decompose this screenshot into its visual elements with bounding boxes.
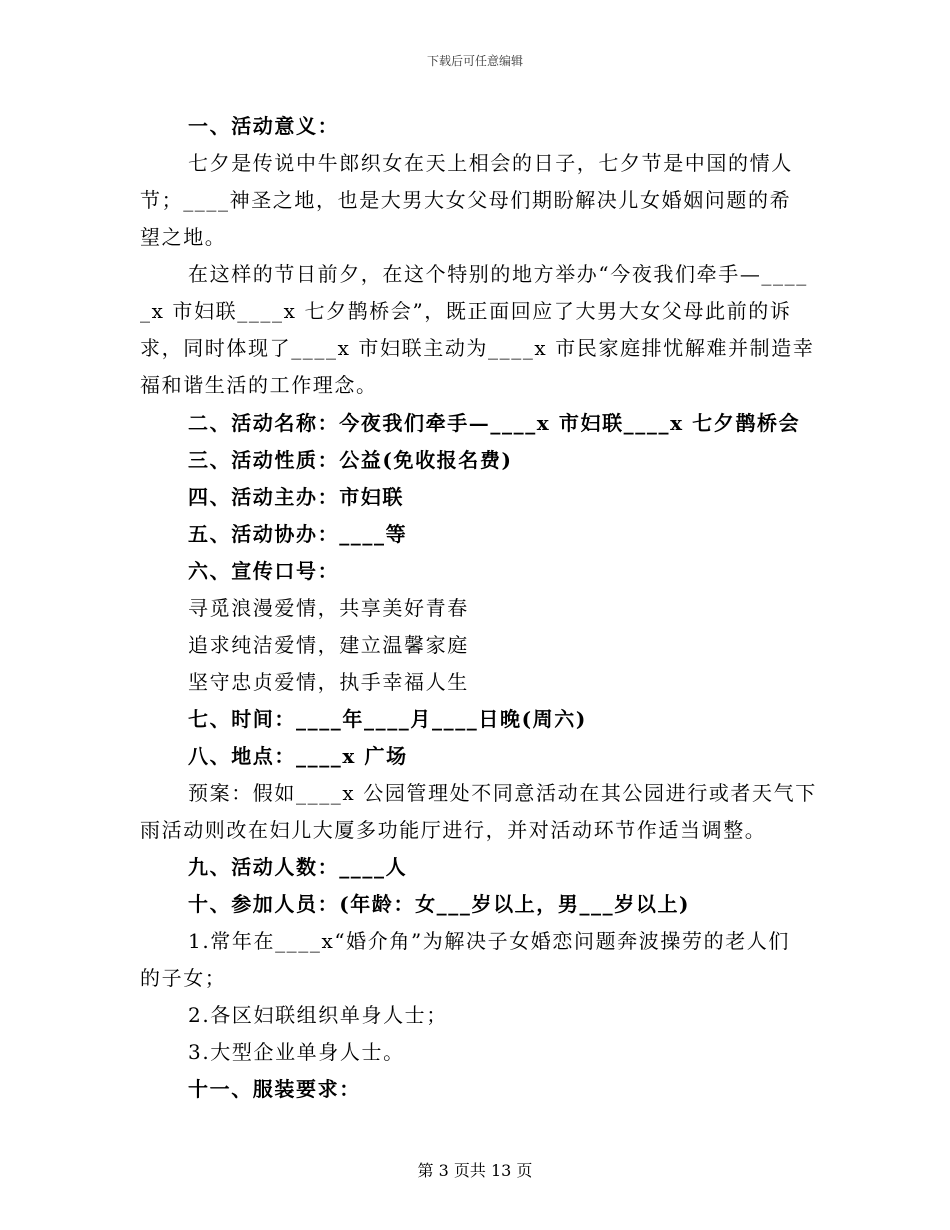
paragraph-line: 福和谐生活的工作理念。	[140, 373, 378, 397]
paragraph-line: 求，同时体现了____x 市妇联主动为____x 市民家庭排忧解难并制造幸	[140, 336, 815, 360]
paragraph-line: 节；____神圣之地，也是大男大女父母们期盼解决儿女婚姻问题的希	[140, 188, 792, 212]
paragraph-line: 在这样的节日前夕，在这个特别的地方举办“今夜我们牵手—____	[188, 262, 808, 286]
paragraph-line: 2.各区妇联组织单身人士；	[188, 1003, 448, 1027]
paragraph-line: 3.大型企业单身人士。	[188, 1040, 405, 1064]
page-header: 下载后可任意编辑	[426, 54, 523, 68]
paragraph-line: 望之地。	[140, 225, 227, 249]
section-heading: 六、宣传口号：	[188, 559, 340, 583]
section-heading: 五、活动协办：____等	[188, 522, 408, 546]
paragraph-line: 七夕是传说中牛郎织女在天上相会的日子，七夕节是中国的情人	[188, 151, 793, 175]
paragraph-line: 的子女；	[140, 966, 227, 990]
page-footer: 第 3 页共 13 页	[417, 1161, 533, 1180]
section-heading: 一、活动意义：	[188, 114, 340, 138]
section-heading: 八、地点：____x 广场	[188, 744, 408, 768]
section-heading: 三、活动性质：公益(免收报名费)	[188, 448, 513, 472]
paragraph-line: 追求纯洁爱情，建立温馨家庭	[188, 633, 469, 657]
paragraph-line: 寻觅浪漫爱情，共享美好青春	[188, 596, 469, 620]
paragraph-line: 雨活动则改在妇儿大厦多功能厅进行，并对活动环节作适当调整。	[140, 818, 767, 842]
paragraph-line: 1.常年在____x“婚介角”为解决子女婚恋问题奔波操劳的老人们	[188, 929, 791, 953]
paragraph-line: 预案：假如____x 公园管理处不同意活动在其公园进行或者天气下	[188, 781, 817, 805]
section-heading: 十、参加人员：(年龄：女___岁以上，男___岁以上)	[188, 892, 691, 916]
section-heading: 九、活动人数：____人	[188, 855, 408, 879]
section-heading: 二、活动名称：今夜我们牵手—____x 市妇联____x 七夕鹊桥会	[188, 411, 801, 435]
section-heading: 四、活动主办：市妇联	[188, 485, 404, 509]
section-heading: 七、时间：____年____月____日晚(周六)	[188, 707, 587, 731]
paragraph-line: 坚守忠贞爱情，执手幸福人生	[188, 670, 469, 694]
paragraph-line: _x 市妇联____x 七夕鹊桥会”，既正面回应了大男大女父母此前的诉	[140, 299, 792, 323]
section-heading: 十一、服装要求：	[188, 1077, 361, 1101]
